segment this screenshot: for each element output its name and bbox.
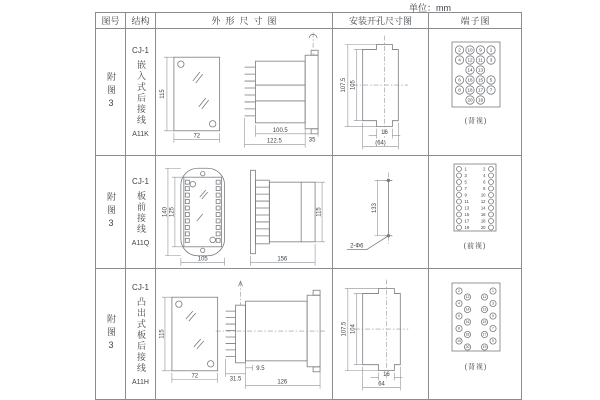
dim-label-block: 31.5: [229, 376, 242, 383]
terminal-pin-number: 14: [467, 67, 473, 73]
terminal-pin-number: 18: [480, 218, 486, 224]
figure-no-a11k: [96, 29, 126, 156]
dim-label-total: 126: [277, 379, 288, 386]
dim-label-width: 72: [191, 373, 199, 380]
terminal-pin-number: 12: [465, 295, 470, 300]
dim-label-total-w: 64: [378, 381, 385, 388]
terminal-pin-number: 10: [480, 192, 486, 198]
terminal-pin-number: 7: [489, 87, 493, 93]
terminal-pin: [457, 199, 462, 204]
terminal-pin-number: 3: [464, 172, 467, 178]
unit-label: 单位：mm: [409, 3, 451, 13]
structure-a11q: [126, 156, 156, 269]
terminal-pin-number: 9: [479, 47, 482, 53]
dim-label-height: 115: [316, 206, 323, 217]
terminal-pin-number: 4: [483, 172, 486, 178]
terminal-pins-comb: [226, 311, 236, 356]
spec-table: [95, 12, 522, 400]
dim-label-outer-h: 107.5: [340, 77, 347, 92]
terminal-pin-number: 15: [482, 320, 487, 325]
dim-label-spacing: 133: [372, 202, 379, 213]
terminal-pin: [457, 225, 462, 230]
terminal-pin-number: 2: [458, 289, 460, 294]
terminal-pin-number: 15: [464, 211, 470, 217]
terminal-pin: [457, 218, 462, 223]
terminal-pin-number: 18: [465, 332, 470, 337]
outline-drawing-a11q: [156, 156, 333, 269]
model-code-label: A11H: [132, 378, 149, 386]
install-diagram-a11h: [333, 269, 428, 399]
dim-label-notch-w: 16: [383, 372, 390, 379]
structure-a11h: [126, 269, 156, 399]
terminal-pin-number: 11: [464, 198, 469, 204]
figure-no-label: 附图3: [106, 314, 116, 354]
panel-cutout-outline: [363, 288, 401, 370]
model-code-label: A11K: [132, 131, 149, 138]
install-diagram-a11q: [333, 156, 428, 269]
dim-label-offset: 9.5: [256, 365, 265, 372]
terminal-pin: [457, 186, 462, 191]
terminal-pin-number: 16: [480, 211, 486, 217]
col-header-outline: 外形尺寸图: [156, 13, 333, 29]
dim-label-outer-h: 107.5: [341, 321, 348, 337]
view-label: (背视): [464, 364, 488, 371]
terminal-pin-number: 19: [477, 97, 484, 103]
dim-label-flange: 35: [308, 137, 316, 144]
terminal-pin-number: 5: [492, 314, 494, 319]
terminal-pin-number: 20: [467, 97, 473, 103]
dim-label-width: 72: [193, 133, 201, 140]
terminal-pin-number: 17: [482, 332, 487, 337]
terminal-pin-number: 13: [482, 307, 487, 312]
col-header-terminal: 端子图: [429, 13, 521, 29]
terminal-pin: [489, 186, 494, 191]
figure-no-a11h: [96, 269, 126, 399]
terminal-pin: [457, 173, 462, 178]
terminal-pin-number: 9: [464, 192, 467, 198]
install-diagram-a11k: [333, 29, 428, 156]
terminal-pin-number: 6: [458, 77, 461, 83]
dim-label-inner-h: 105: [350, 79, 357, 90]
glass-hatch-marks: [193, 72, 209, 109]
dim-label-inner-h: 104: [350, 324, 357, 334]
glass-hatch-marks: [186, 311, 204, 349]
terminal-pin-number: 16: [467, 77, 473, 83]
mount-type-label: 凸出式板后接线: [136, 296, 146, 374]
terminal-pin-number: 3: [489, 57, 493, 63]
terminal-pin-stagger: [456, 288, 496, 350]
terminal-pin-number: 1: [492, 289, 494, 294]
terminal-drawing-a11h: [429, 269, 521, 399]
terminal-pin-number: 14: [480, 205, 486, 211]
terminal-diagram-a11q: [429, 156, 521, 269]
dim-label-height: 115: [159, 88, 166, 99]
terminal-pin-number: 5: [464, 179, 467, 185]
terminal-pin: [489, 212, 494, 217]
dim-label-width: 105: [197, 256, 208, 263]
glass-hatch-marks: [197, 190, 208, 221]
install-drawing-a11q: [333, 156, 429, 269]
terminal-pin-number: 19: [482, 345, 487, 350]
terminal-pin-number: 17: [477, 87, 484, 93]
terminal-pin-number: 12: [480, 198, 486, 204]
dim-label-notch-w: 16: [381, 129, 388, 136]
terminal-pin-number: 10: [467, 47, 473, 53]
terminal-diagram-a11h: [429, 269, 521, 399]
outline-diagram-a11k: [156, 29, 332, 156]
dim-label-length: 156: [277, 256, 288, 263]
terminal-pin: [489, 192, 494, 197]
dim-label-body: 100.5: [272, 127, 288, 134]
dim-label-height: 115: [159, 329, 166, 339]
terminal-pin-number: 20: [465, 345, 470, 350]
terminal-pin-number: 12: [467, 57, 473, 63]
terminal-pins-comb: [244, 67, 255, 116]
terminal-pin-columns: [457, 166, 494, 230]
terminal-pin: [489, 166, 494, 171]
terminal-pin-grid: [455, 45, 495, 103]
terminal-pin-number: 4: [458, 57, 461, 63]
terminal-drawing-a11k: [429, 29, 521, 156]
mount-type-label: 嵌入式后接线: [136, 60, 146, 126]
dim-label-inner-h: 125: [169, 206, 176, 217]
structure-a11k: [126, 29, 156, 156]
terminal-pin: [457, 166, 462, 171]
terminal-pin-number: 15: [477, 77, 484, 83]
terminal-pin-number: 9: [492, 339, 494, 344]
outline-drawing-a11k: [156, 29, 333, 156]
terminal-pin-number: 18: [467, 87, 473, 93]
terminal-pin-number: 8: [458, 87, 461, 93]
terminal-pin-number: 4: [458, 301, 460, 306]
terminal-pin: [489, 173, 494, 178]
terminal-pin-number: 20: [480, 224, 486, 230]
terminal-pin-number: 19: [464, 224, 470, 230]
terminal-pin-number: 11: [478, 57, 483, 63]
terminal-pin-number: 7: [464, 185, 467, 191]
terminal-drawing-a11q: [429, 156, 521, 269]
outline-drawing-a11h: [156, 269, 333, 399]
terminal-pin-number: 1: [489, 47, 493, 53]
terminal-pin-number: 11: [482, 295, 487, 300]
terminal-pin-number: 10: [457, 339, 461, 344]
terminal-pin-number: 2: [458, 47, 461, 53]
terminal-pin-number: 7: [492, 326, 494, 331]
terminal-pin-number: 13: [464, 205, 470, 211]
model-label: CJ-1: [132, 46, 149, 55]
col-header-install: 安装开孔尺寸图: [333, 13, 429, 29]
terminal-pin: [489, 218, 494, 223]
dim-label-holes: 2-Φ6: [350, 243, 364, 250]
terminal-pin: [489, 179, 494, 184]
terminal-pin-number: 13: [477, 67, 484, 73]
view-label: (前视): [463, 242, 487, 250]
terminal-pin-number: 8: [483, 185, 486, 191]
terminal-pin: [457, 192, 462, 197]
terminal-pin-number: 5: [489, 77, 493, 83]
col-header-figure-no: 图号: [96, 13, 126, 29]
terminal-diagram-a11k: [429, 29, 521, 156]
figure-no-a11q: [96, 156, 126, 269]
terminal-pin-number: 2: [483, 166, 486, 172]
figure-no-label: 附图3: [106, 72, 116, 112]
terminal-pin-number: 3: [492, 301, 494, 306]
install-drawing-a11h: [333, 269, 429, 399]
terminal-pin: [489, 205, 494, 210]
terminal-pin-number: 6: [483, 179, 486, 185]
model-label: CJ-1: [132, 282, 149, 292]
mount-type-label: 板前接线: [136, 191, 146, 235]
terminal-pin-number: 6: [458, 314, 460, 319]
terminal-pin: [457, 179, 462, 184]
dim-label-total: 122.5: [266, 138, 282, 145]
terminal-pin: [489, 199, 494, 204]
terminal-pin-number: 1: [464, 166, 467, 172]
terminal-pin: [457, 205, 462, 210]
install-drawing-a11k: [333, 29, 429, 156]
dim-label-total-w: (64): [375, 139, 386, 146]
model-label: CJ-1: [132, 177, 149, 186]
col-header-structure: 结构: [126, 13, 156, 29]
terminal-pin-number: 16: [465, 320, 470, 325]
model-code-label: A11Q: [131, 240, 150, 247]
terminal-pin: [457, 212, 462, 217]
terminal-pin: [489, 225, 494, 230]
outline-diagram-a11q: [156, 156, 332, 269]
panel-cutout-outline: [363, 44, 399, 126]
terminal-pin-number: 8: [458, 326, 460, 331]
outline-diagram-a11h: [156, 269, 332, 399]
terminal-pin-number: 14: [465, 307, 470, 312]
figure-no-label: 附图3: [106, 192, 116, 232]
terminal-pin-number: 17: [464, 218, 470, 224]
view-label: (背视): [464, 117, 488, 125]
dim-label-outer-h: 140: [162, 206, 169, 217]
